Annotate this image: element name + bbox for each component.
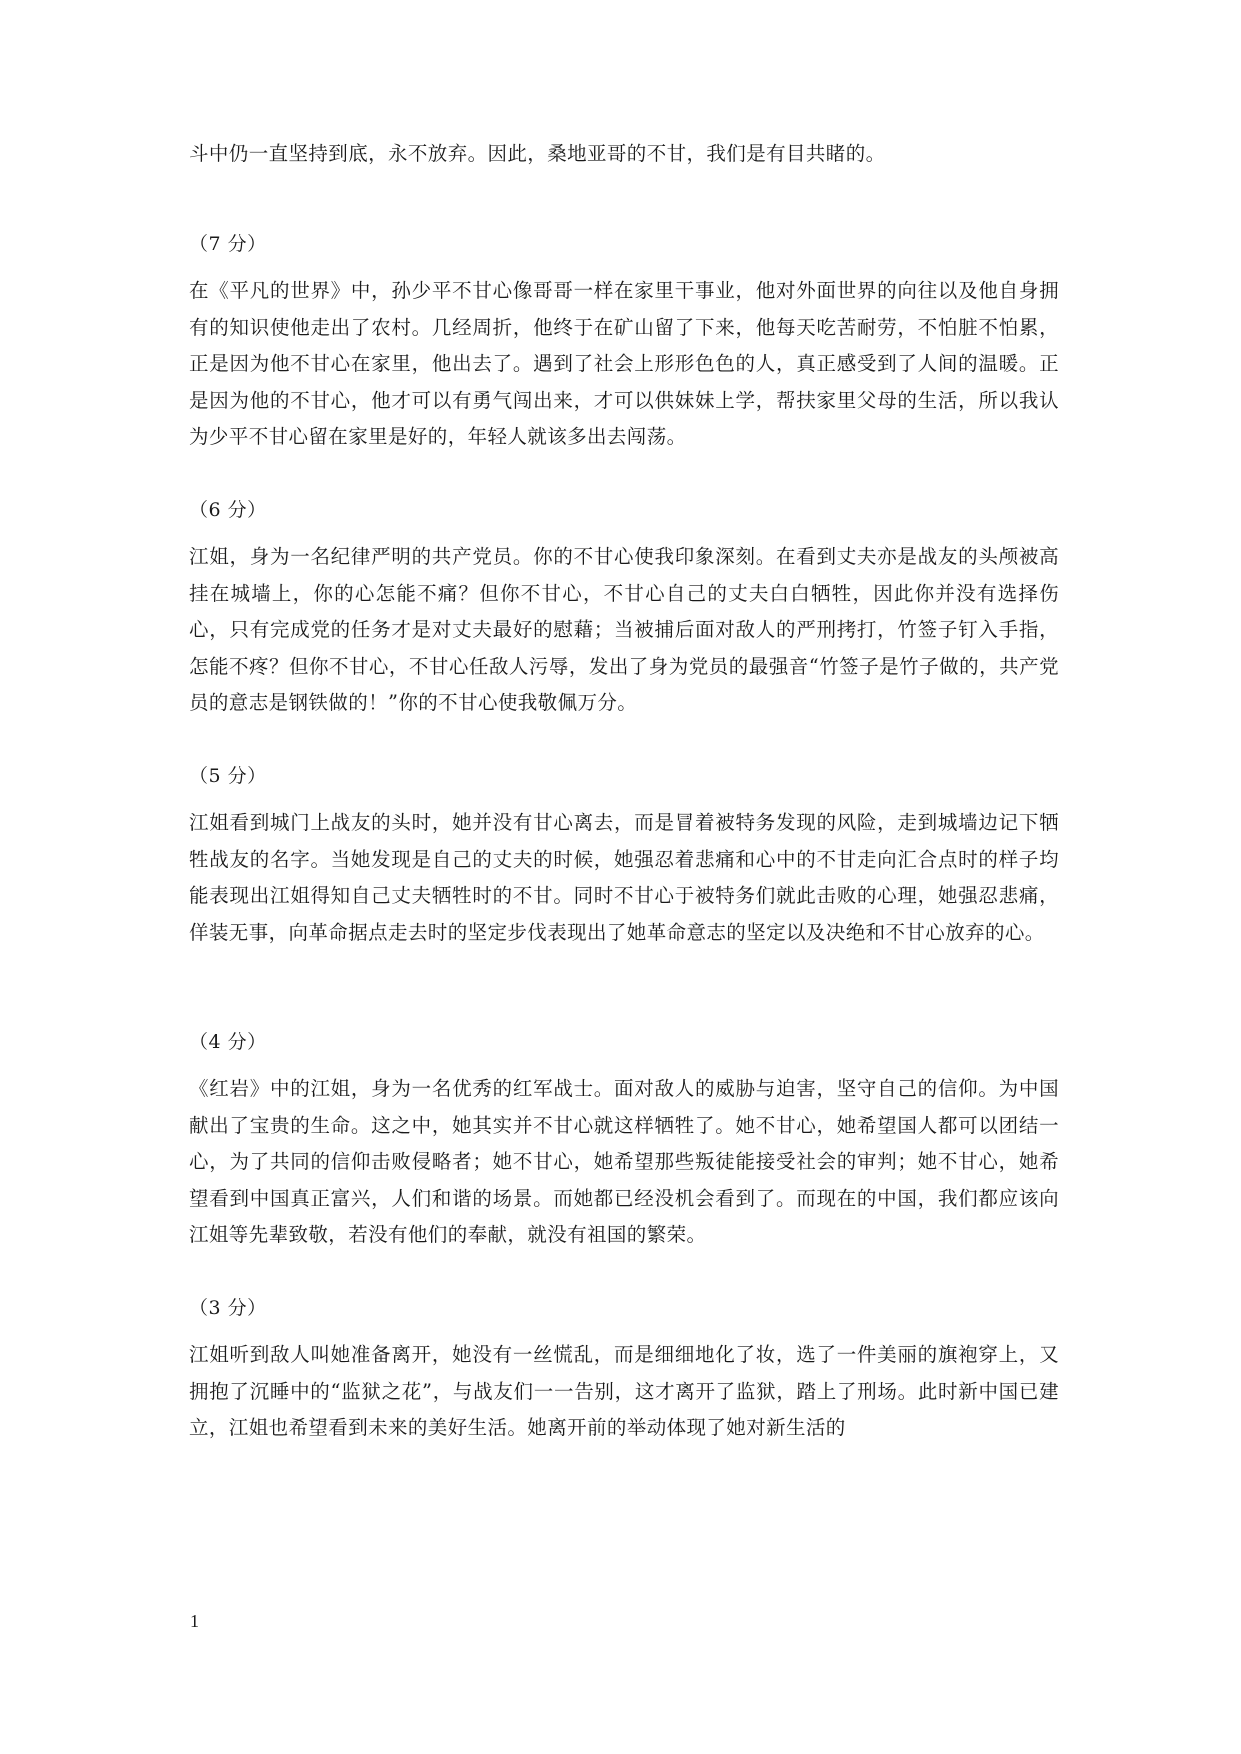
answer-paragraph: 江姐听到敌人叫她准备离开，她没有一丝慌乱，而是细细地化了妆，选了一件美丽的旗袍穿上，又拥抱了沉睡中的“监狱之花”，与战友们一一告别，这才离开了监狱，踏上了刑场。此时新中国已建立，江姐也希望看到未来的美好生活。她离开前的举动体现了她对新生活的 <box>189 1343 1059 1439</box>
answer-paragraph: 在《平凡的世界》中，孙少平不甘心像哥哥一样在家里干事业，他对外面世界的向往以及他自身拥有的知识使他走出了农村。几经周折，他终于在矿山留了下来，他每天吃苦耐劳，不怕脏不怕累，正是因为他不甘心在家里，他出去了。遇到了社会上形形色色的人，真正感受到了人间的温暖。正是因为他的不甘心，他才可以有勇气闯出来，才可以供妹妹上学，帮扶家里父母的生活，所以我认为少平不甘心留在家里是好的，年轻人就该多出去闯荡。 <box>189 279 1059 448</box>
score-label: （6 分） <box>189 499 267 521</box>
answer-paragraph: 《红岩》中的江姐，身为一名优秀的红军战士。面对敌人的威胁与迫害，坚守自己的信仰。为中国献出了宝贵的生命。这之中，她其实并不甘心就这样牺牲了。她不甘心，她希望国人都可以团结一心，为了共同的信仰击败侵略者；她不甘心，她希望那些叛徒能接受社会的审判；她不甘心，她希望看到中国真正富兴，人们和谐的场景。而她都已经没机会看到了。而现在的中国，我们都应该向江姐等先辈致敬，若没有他们的奉献，就没有祖国的繁荣。 <box>189 1077 1059 1246</box>
answer-paragraph-7 <box>189 273 1059 456</box>
answer-paragraph: 江姐看到城门上战友的头时，她并没有甘心离去，而是冒着被特务发现的风险，走到城墙边记下牺牲战友的名字。当她发现是自己的丈夫的时候，她强忍着悲痛和心中的不甘走向汇合点时的样子均能表现出江姐得知自己丈夫牺牲时的不甘。同时不甘心于被特务们就此击败的心理，她强忍悲痛，佯装无事，向革命据点走去时的坚定步伐表现出了她革命意志的坚定以及决绝和不甘心放弃的心。 <box>189 811 1059 944</box>
score-label-5 <box>189 762 1059 790</box>
score-label: （7 分） <box>189 233 267 255</box>
page-number: 1 <box>190 1611 199 1631</box>
score-label-7 <box>189 230 1059 258</box>
score-label-6 <box>189 496 1059 524</box>
intro-paragraph: 斗中仍一直坚持到底，永不放弃。因此，桑地亚哥的不甘，我们是有目共睹的。 <box>189 142 886 165</box>
score-label-3 <box>189 1294 1059 1322</box>
answer-paragraph: 江姐，身为一名纪律严明的共产党员。你的不甘心使我印象深刻。在看到丈夫亦是战友的头颅被高挂在城墙上，你的心怎能不痛？但你不甘心，不甘心自己的丈夫白白牺牲，因此你并没有选择伤心，只有完成党的任务才是对丈夫最好的慰藉；当被捕后面对敌人的严刑拷打，竹签子钉入手指，怎能不疼？但你不甘心，不甘心任敌人污辱，发出了身为党员的最强音“竹签子是竹子做的，共产党员的意志是钢铁做的！”你的不甘心使我敬佩万分。 <box>189 545 1059 714</box>
score-label-4 <box>189 1028 1059 1056</box>
answer-paragraph-4 <box>189 1071 1059 1254</box>
score-label: （4 分） <box>189 1031 267 1053</box>
intro-paragraph-block <box>189 136 1059 173</box>
answer-paragraph-6 <box>189 539 1059 722</box>
score-label: （5 分） <box>189 765 267 787</box>
answer-paragraph-3 <box>189 1337 1059 1447</box>
answer-paragraph-5 <box>189 805 1059 951</box>
score-label: （3 分） <box>189 1297 267 1319</box>
